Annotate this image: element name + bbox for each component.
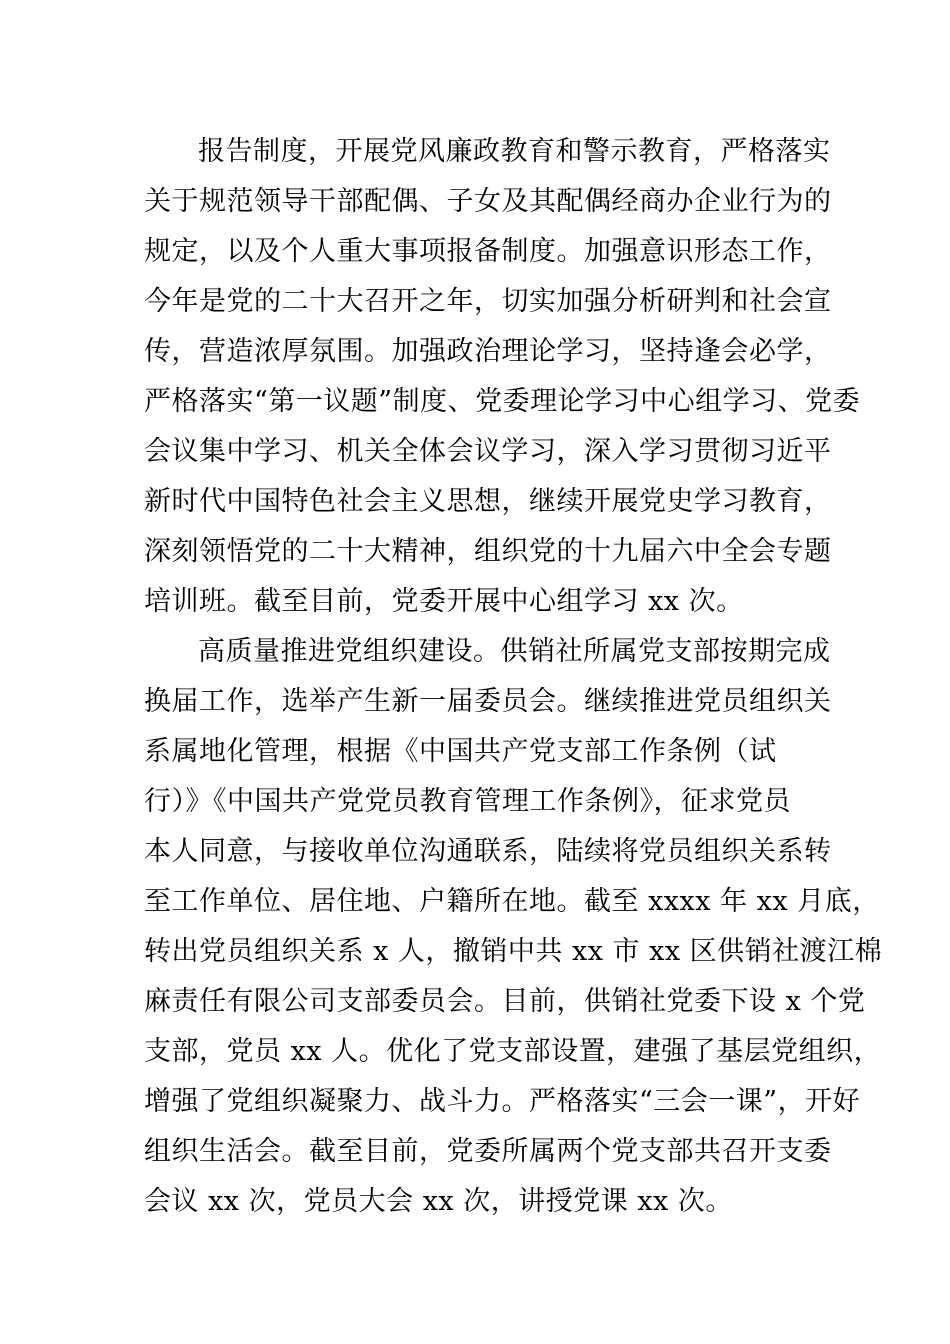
text-line: 新时代中国特色社会主义思想，继续开展党史学习教育， (144, 486, 832, 517)
text-line: 系属地化管理，根据《中国共产党支部工作条例（试 (144, 736, 777, 767)
document-body (144, 127, 883, 1227)
paragraph-1 (144, 127, 861, 627)
text-line: 今年是党的二十大召开之年，切实加强分析研判和社会宣 (144, 286, 832, 317)
text-line: 组织生活会。截至目前，党委所属两个党支部共召开支委 (144, 1136, 832, 1167)
text-line: 深刻领悟党的二十大精神，组织党的十九届六中全会专题 (144, 536, 832, 567)
text-line: 行）》《中国共产党党员教育管理工作条例》，征求党员 (144, 786, 791, 817)
text-line: 至工作单位、居住地、户籍所在地。截至 xxxx 年 xx 月底， (144, 886, 880, 917)
text-line: 会议集中学习、机关全体会议学习，深入学习贯彻习近平 (144, 436, 832, 467)
text-line: 换届工作，选举产生新一届委员会。继续推进党员组织关 (144, 686, 832, 717)
text-line: 传，营造浓厚氛围。加强政治理论学习，坚持逢会必学， (144, 336, 832, 367)
text-line: 会议 xx 次，党员大会 xx 次，讲授党课 xx 次。 (144, 1186, 733, 1217)
text-line: 培训班。截至目前，党委开展中心组学习 xx 次。 (144, 586, 744, 617)
text-line: 转出党员组织关系 x 人，撤销中共 xx 市 xx 区供销社渡江棉 (144, 936, 883, 967)
text-line: 关于规范领导干部配偶、子女及其配偶经商办企业行为的 (144, 186, 832, 217)
text-line: 麻责任有限公司支部委员会。目前，供销社党委下设 x 个党 (144, 986, 866, 1017)
text-line: 增强了党组织凝聚力、战斗力。严格落实“三会一课”，开好 (144, 1086, 861, 1117)
text-line: 本人同意，与接收单位沟通联系，陆续将党员组织关系转 (144, 836, 832, 867)
text-line: 严格落实“第一议题”制度、党委理论学习中心组学习、党委 (144, 386, 861, 417)
text-line: 高质量推进党组织建设。供销社所属党支部按期完成 (198, 636, 831, 667)
text-line: 支部，党员 xx 人。优化了党支部设置，建强了基层党组织， (144, 1036, 882, 1067)
text-line: 报告制度，开展党风廉政教育和警示教育，严格落实 (198, 136, 831, 167)
text-line: 规定，以及个人重大事项报备制度。加强意识形态工作， (144, 236, 832, 267)
paragraph-2 (144, 627, 883, 1227)
